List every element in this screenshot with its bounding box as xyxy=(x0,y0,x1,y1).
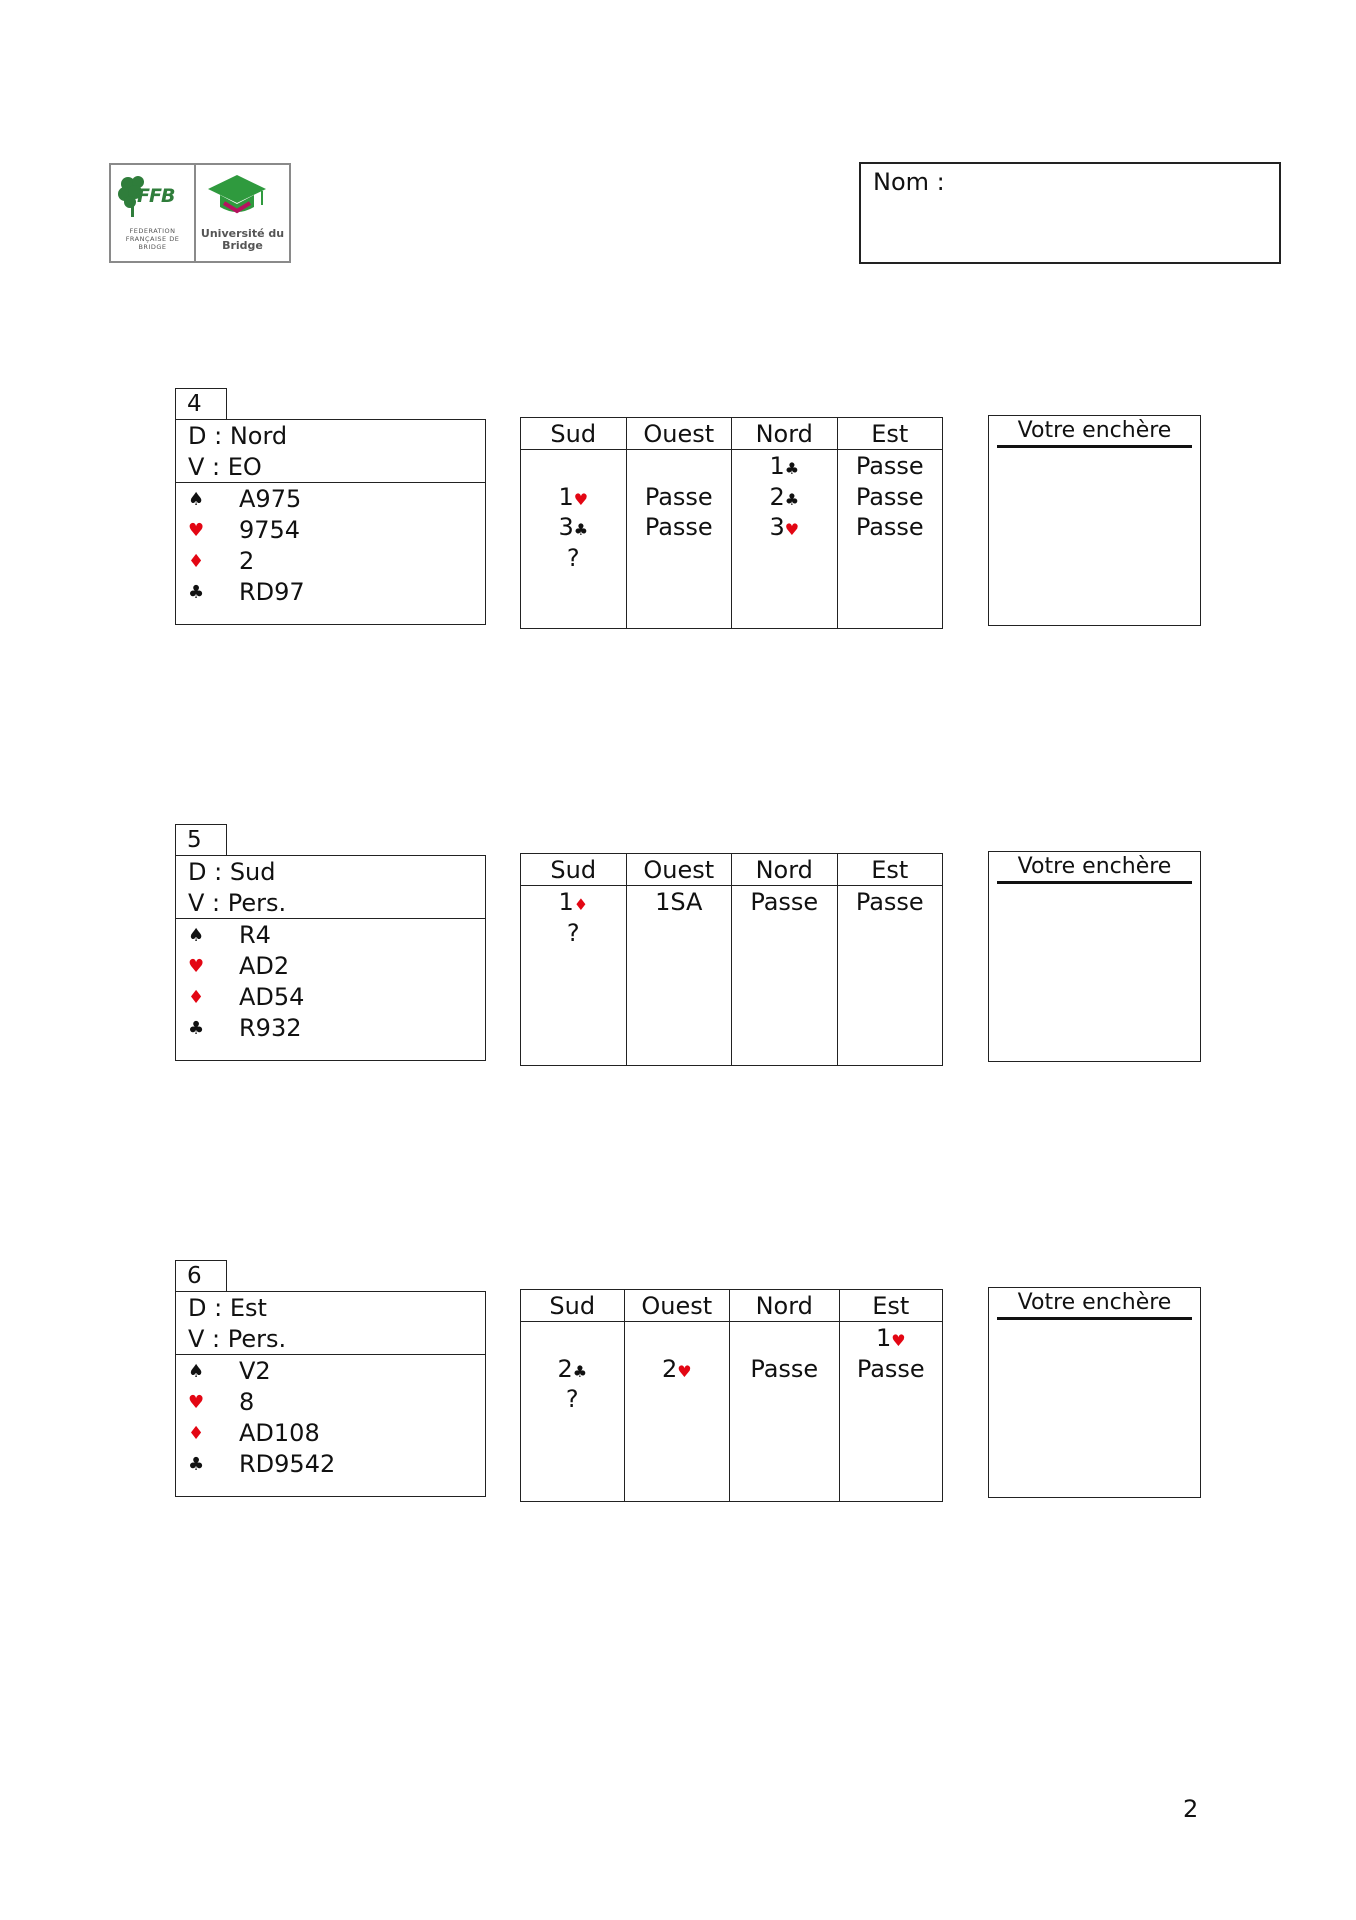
deal-number: 6 xyxy=(175,1260,227,1292)
ub-logo xyxy=(196,165,289,261)
hand-box xyxy=(175,855,486,1061)
card-list: RD97 xyxy=(239,578,305,606)
card-list: V2 xyxy=(239,1357,271,1385)
bid-question: ? xyxy=(565,1385,579,1413)
dealer-label: D : Est xyxy=(188,1294,267,1322)
bid-cell: 1♦ xyxy=(558,888,589,916)
answer-box[interactable] xyxy=(988,1287,1201,1498)
bidding-table xyxy=(520,1289,943,1502)
deal-info xyxy=(176,1292,485,1355)
bid-column-ouest xyxy=(625,1322,731,1501)
bid-cell: 1♥ xyxy=(875,1324,906,1352)
bid-cell xyxy=(730,1323,838,1354)
bid-cell: 3♥ xyxy=(769,513,800,541)
name-label: Nom : xyxy=(873,168,945,196)
bid-column-est xyxy=(838,450,943,628)
bid-cell xyxy=(625,1323,730,1354)
ffb-logo xyxy=(109,163,291,263)
answer-title: Votre enchère xyxy=(1017,418,1172,443)
suit-icon: ♥ xyxy=(188,1392,205,1413)
suit-icon: ♠ xyxy=(188,1361,205,1382)
answer-underline xyxy=(997,881,1192,884)
bid-cell: Passe xyxy=(856,1354,925,1383)
bidding-body xyxy=(521,450,942,628)
column-header: Sud xyxy=(521,418,627,449)
bid-cell: 1♥ xyxy=(558,482,589,511)
column-header: Est xyxy=(871,420,909,448)
ffb-wordmark: FFB xyxy=(137,185,175,207)
bid-cell: Passe xyxy=(855,513,924,541)
bid-cell: Passe xyxy=(855,888,924,916)
suit-icon: ♦ xyxy=(188,1423,205,1444)
deal-info xyxy=(176,420,485,483)
bid-column-ouest xyxy=(627,886,733,1065)
answer-underline xyxy=(997,445,1192,448)
bid-column-ouest xyxy=(627,450,733,628)
column-header: Ouest xyxy=(627,418,733,449)
suit-holding xyxy=(176,951,485,982)
card-list: 2 xyxy=(239,547,255,575)
card-list: A975 xyxy=(239,485,302,513)
suit-holding xyxy=(176,484,485,515)
column-header: Est xyxy=(872,1292,910,1320)
column-header: Sud xyxy=(521,1290,625,1321)
suit-icon: ♦ xyxy=(188,551,205,572)
bid-cell: Passe xyxy=(644,482,713,511)
suit-holding xyxy=(176,1356,485,1387)
bid-cell: 1♣ xyxy=(769,452,800,480)
column-header: Nord xyxy=(732,418,838,449)
card-list: R932 xyxy=(239,1014,302,1042)
vulnerability-label: V : Pers. xyxy=(188,1324,287,1353)
bid-cell: Passe xyxy=(855,452,924,480)
bidding-header xyxy=(521,418,942,450)
bid-column-sud xyxy=(521,1322,625,1501)
hand-holdings xyxy=(176,919,485,1044)
suit-holding xyxy=(176,920,485,951)
bid-cell: Passe xyxy=(855,482,924,511)
hand-holdings xyxy=(176,483,485,608)
suit-icon: ♥ xyxy=(188,520,205,541)
bid-column-nord xyxy=(732,886,838,1065)
answer-box[interactable] xyxy=(988,851,1201,1062)
bid-column-sud xyxy=(521,450,627,628)
suit-icon: ♣ xyxy=(188,1018,205,1039)
ffb-logo-left xyxy=(111,165,196,261)
bid-cell xyxy=(627,451,732,482)
bid-cell xyxy=(521,1323,624,1354)
vulnerability-label: V : EO xyxy=(188,452,262,481)
answer-title: Votre enchère xyxy=(1017,854,1172,879)
column-header: Sud xyxy=(521,854,627,885)
card-list: 8 xyxy=(239,1388,255,1416)
bid-cell: Passe xyxy=(750,1354,819,1383)
bid-column-nord xyxy=(732,450,838,628)
vulnerability-label: V : Pers. xyxy=(188,888,287,917)
column-header: Est xyxy=(871,856,909,884)
bidding-table xyxy=(520,853,943,1066)
column-header: Nord xyxy=(732,854,838,885)
name-field[interactable] xyxy=(859,162,1281,264)
suit-holding xyxy=(176,1013,485,1044)
deal-number: 4 xyxy=(175,388,227,420)
graduation-cap-icon xyxy=(206,173,268,223)
bidding-table xyxy=(520,417,943,629)
suit-holding xyxy=(176,577,485,608)
column-header: Nord xyxy=(730,1290,839,1321)
deal-number: 5 xyxy=(175,824,227,856)
deal-info xyxy=(176,856,485,919)
suit-holding xyxy=(176,546,485,577)
suit-holding xyxy=(176,1449,485,1480)
suit-holding xyxy=(176,1387,485,1418)
card-list: R4 xyxy=(239,921,271,949)
bidding-body xyxy=(521,886,942,1065)
suit-holding xyxy=(176,515,485,546)
bid-cell: 2♣ xyxy=(769,482,800,511)
bid-cell: Passe xyxy=(644,513,713,541)
answer-title: Votre enchère xyxy=(1017,1290,1172,1315)
bid-question: ? xyxy=(566,918,580,947)
bid-column-est xyxy=(840,1322,943,1501)
suit-icon: ♦ xyxy=(188,987,205,1008)
suit-holding xyxy=(176,982,485,1013)
card-list: 9754 xyxy=(239,516,301,544)
bid-cell: 1SA xyxy=(655,888,703,916)
bid-question: ? xyxy=(566,543,580,572)
column-header: Ouest xyxy=(625,1290,731,1321)
bid-column-nord xyxy=(730,1322,839,1501)
suit-icon: ♣ xyxy=(188,1454,205,1475)
bid-cell: 3♣ xyxy=(558,513,589,541)
suit-icon: ♣ xyxy=(188,582,205,603)
bidding-body xyxy=(521,1322,942,1501)
bid-cell: 2♥ xyxy=(661,1354,692,1383)
suit-icon: ♠ xyxy=(188,489,205,510)
ffb-subtitle: FEDERATION FRANÇAISE DE BRIDGE xyxy=(125,227,180,251)
page-number: 2 xyxy=(1183,1795,1199,1823)
answer-box[interactable] xyxy=(988,415,1201,626)
bid-cell xyxy=(521,451,626,482)
suit-icon: ♥ xyxy=(188,956,205,977)
card-list: RD9542 xyxy=(239,1450,336,1478)
bidding-header xyxy=(521,1290,942,1322)
suit-icon: ♠ xyxy=(188,925,205,946)
card-list: AD108 xyxy=(239,1419,320,1447)
ub-subtitle: Université du Bridge xyxy=(200,227,285,252)
hand-box xyxy=(175,419,486,625)
column-header: Ouest xyxy=(627,854,733,885)
answer-underline xyxy=(997,1317,1192,1320)
suit-holding xyxy=(176,1418,485,1449)
hand-box xyxy=(175,1291,486,1497)
bid-cell: 2♣ xyxy=(557,1354,588,1383)
bid-column-est xyxy=(838,886,943,1065)
bid-column-sud xyxy=(521,886,627,1065)
bidding-header xyxy=(521,854,942,886)
hand-holdings xyxy=(176,1355,485,1480)
bid-cell: Passe xyxy=(750,888,819,916)
card-list: AD2 xyxy=(239,952,290,980)
dealer-label: D : Nord xyxy=(188,422,288,450)
dealer-label: D : Sud xyxy=(188,858,276,886)
card-list: AD54 xyxy=(239,983,305,1011)
